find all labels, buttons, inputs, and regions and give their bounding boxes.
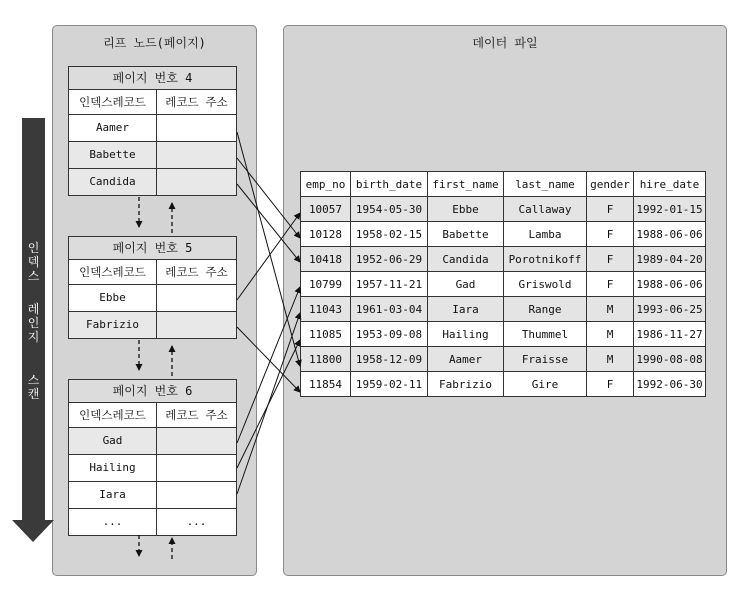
record-address-header: 레코드 주소: [165, 95, 228, 109]
cell: F: [587, 372, 634, 397]
cell: M: [587, 297, 634, 322]
cell: Callaway: [504, 197, 587, 222]
index-key: Fabrizio: [69, 312, 157, 338]
cell: F: [587, 197, 634, 222]
scan-label-char: 인: [27, 316, 40, 330]
scan-label-char: 캔: [27, 387, 40, 401]
data-file-panel-title: 데이터 파일: [472, 36, 538, 50]
cell: 1959-02-11: [351, 372, 428, 397]
pointer-ebbe: [237, 213, 300, 300]
scan-label-char: 인: [27, 241, 40, 255]
cell: 1992-06-30: [634, 372, 706, 397]
pointer-gad: [237, 287, 300, 443]
cell: 10418: [301, 247, 351, 272]
cell: 1989-04-20: [634, 247, 706, 272]
cell: 1988-06-06: [634, 222, 706, 247]
cell: 1952-06-29: [351, 247, 428, 272]
index-record-header: 인덱스레코드: [69, 260, 157, 284]
cell: 10057: [301, 197, 351, 222]
scan-label-char: 스: [27, 269, 40, 283]
leaf-node-panel-title: 리프 노드(페이지): [103, 36, 206, 50]
cell: 1990-08-08: [634, 347, 706, 372]
page-title: 페이지 번호 5: [69, 237, 236, 260]
column-header: first_name: [428, 172, 504, 197]
scan-label-char: 지: [27, 330, 40, 344]
cell: M: [587, 347, 634, 372]
cell: 11800: [301, 347, 351, 372]
cell: 11854: [301, 372, 351, 397]
cell: Fabrizio: [428, 372, 504, 397]
index-key: Gad: [69, 428, 157, 454]
record-address: ...: [186, 515, 207, 528]
column-header: gender: [587, 172, 634, 197]
index-record-header: 인덱스레코드: [69, 403, 157, 427]
record-address-header: 레코드 주소: [165, 408, 228, 422]
cell: 1954-05-30: [351, 197, 428, 222]
cell: Ebbe: [428, 197, 504, 222]
cell: 11085: [301, 322, 351, 347]
cell: 1986-11-27: [634, 322, 706, 347]
cell: Iara: [428, 297, 504, 322]
cell: Babette: [428, 222, 504, 247]
cell: F: [587, 247, 634, 272]
cell: 1953-09-08: [351, 322, 428, 347]
cell: 10128: [301, 222, 351, 247]
cell: 1961-03-04: [351, 297, 428, 322]
cell: Candida: [428, 247, 504, 272]
index-key: Candida: [69, 169, 157, 195]
cell: 1988-06-06: [634, 272, 706, 297]
column-header: birth_date: [351, 172, 428, 197]
cell: 1993-06-25: [634, 297, 706, 322]
index-key: Ebbe: [69, 285, 157, 311]
cell: 1992-01-15: [634, 197, 706, 222]
pointer-iara: [237, 313, 300, 494]
index-key: Aamer: [69, 115, 157, 141]
index-key: ...: [69, 509, 157, 535]
scan-label-char: 스: [27, 373, 40, 387]
index-key: Hailing: [69, 455, 157, 481]
cell: Range: [504, 297, 587, 322]
cell: F: [587, 222, 634, 247]
index-record-header: 인덱스레코드: [69, 90, 157, 114]
pointer-aamer: [237, 132, 300, 366]
index-key: Iara: [69, 482, 157, 508]
index-key: Babette: [69, 142, 157, 168]
cell: 1957-11-21: [351, 272, 428, 297]
column-header: emp_no: [301, 172, 351, 197]
cell: Porotnikoff: [504, 247, 587, 272]
cell: Hailing: [428, 322, 504, 347]
cell: F: [587, 272, 634, 297]
page-title: 페이지 번호 6: [69, 380, 236, 403]
cell: Fraisse: [504, 347, 587, 372]
cell: 10799: [301, 272, 351, 297]
cell: 1958-12-09: [351, 347, 428, 372]
cell: Griswold: [504, 272, 587, 297]
cell: M: [587, 322, 634, 347]
cell: Gire: [504, 372, 587, 397]
cell: 11043: [301, 297, 351, 322]
cell: Thummel: [504, 322, 587, 347]
column-header: last_name: [504, 172, 587, 197]
cell: Aamer: [428, 347, 504, 372]
column-header: hire_date: [634, 172, 706, 197]
scan-label-char: 레: [27, 302, 40, 316]
page-title: 페이지 번호 4: [69, 67, 236, 90]
cell: 1958-02-15: [351, 222, 428, 247]
cell: Lamba: [504, 222, 587, 247]
scan-label-char: 덱: [27, 255, 40, 269]
record-address-header: 레코드 주소: [165, 265, 228, 279]
cell: Gad: [428, 272, 504, 297]
